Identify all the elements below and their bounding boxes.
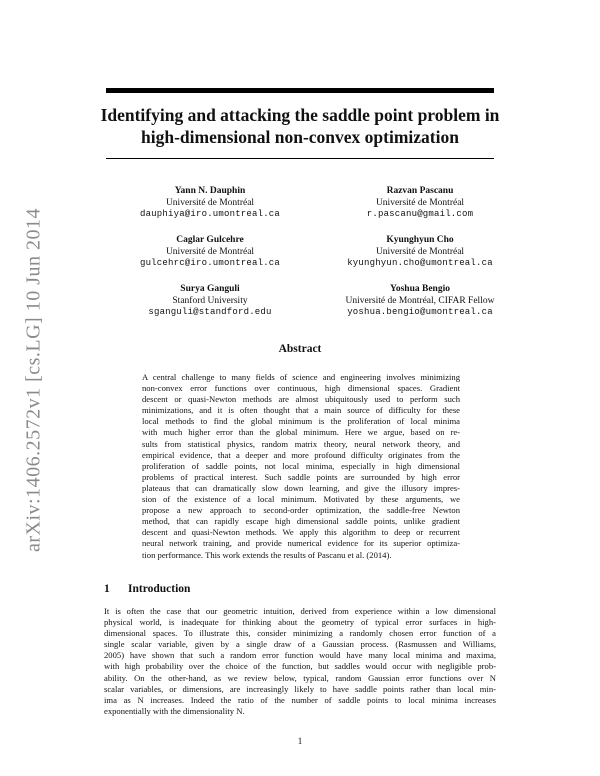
author-affiliation: Stanford University	[172, 295, 248, 306]
author-block	[100, 186, 320, 221]
section-title: Introduction	[128, 583, 191, 595]
author-block	[310, 284, 530, 319]
author-email[interactable]: r.pascanu@gmail.com	[366, 209, 474, 219]
arxiv-stamp	[14, 200, 54, 560]
intro-line: It is often the case that our geometric intuition, derived from experience within a low dimensional	[104, 606, 496, 616]
section-number: 1	[104, 583, 110, 595]
author-affiliation: Université de Montréal	[375, 246, 465, 257]
abstract-line: descent or quasi-Newton methods are almost ubiquitously used to perform such	[142, 394, 460, 405]
section-heading	[104, 583, 190, 595]
intro-body	[104, 606, 496, 717]
abstract-line: method, that can rapidly escape high dimensional saddle points, unlike gradient	[142, 516, 460, 527]
title-line-2: high-dimensional non-convex optimization	[141, 127, 459, 147]
author-affiliation: Université de Montréal	[165, 246, 255, 257]
intro-line: dimensional spaces. To illustrate this, consider minimizing a randomly chosen error function of a	[104, 628, 496, 639]
abstract-line: propose a new approach to second-order optimization, the saddle-free Newton	[142, 505, 460, 516]
author-block	[310, 186, 530, 221]
intro-line: scalar variables, or dimensions, are increasingly likely to have saddle points rather than local min-	[104, 683, 496, 694]
author-email[interactable]: dauphiya@iro.umontreal.ca	[139, 209, 281, 219]
abstract-heading: Abstract	[278, 343, 322, 355]
title-top-rule	[106, 88, 494, 93]
intro-line: physical world, is inadequate for thinking about the geometry of typical error surfaces in high-	[104, 617, 496, 628]
author-email[interactable]: gulcehrc@iro.umontreal.ca	[139, 258, 281, 268]
abstract-line: tion performance. This work extends the results of Pascanu et al. (2014).	[142, 549, 392, 560]
abstract-line: minimizations, and it is often thought that a main source of difficulty for these	[142, 405, 460, 416]
abstract-line: sults from statistical physics, random matrix theory, neural network theory, and	[142, 438, 460, 449]
paper-title	[90, 104, 510, 148]
abstract-body	[142, 372, 460, 561]
abstract-line: sion of the existence of a local minimum. Motivated by these arguments, we	[142, 494, 460, 505]
abstract-line: proliferation of saddle points, not local minima, especially in high dimensional	[142, 460, 460, 471]
author-name: Yann N. Dauphin	[174, 186, 246, 196]
abstract-line: descent and quasi-Newton methods. We apply this algorithm to deep or recurrent	[142, 527, 460, 538]
intro-line: 2005) have shown that such a random error function would have many local minima and maxima,	[104, 650, 496, 661]
intro-line: ability. On the other-hand, as we review below, typical, random Gaussian error functions over N	[104, 672, 496, 683]
abstract-line: non-convex error functions over continuous, high dimensional spaces. Gradient	[142, 383, 460, 394]
author-name: Razvan Pascanu	[386, 186, 454, 196]
abstract-line: A central challenge to many fields of science and engineering involves minimizing	[142, 372, 460, 382]
author-affiliation: Université de Montréal	[375, 197, 465, 208]
title-bottom-rule	[106, 158, 494, 159]
intro-line: exponentially with the dimensionality N.	[104, 705, 245, 716]
abstract-line: local methods to find the global minimum is the proliferation of local minima	[142, 416, 460, 427]
abstract-line: empirical evidence, that a deeper and more profound difficulty originates from the	[142, 449, 460, 460]
title-line-1: Identifying and attacking the saddle point problem in	[100, 105, 500, 125]
author-block	[100, 235, 320, 270]
abstract-line: plateaus that can dramatically slow down learning, and give the illusory impres-	[142, 482, 460, 493]
author-email[interactable]: kyunghyun.cho@umontreal.ca	[347, 258, 493, 268]
author-email[interactable]: yoshua.bengio@umontreal.ca	[347, 307, 493, 317]
author-name: Yoshua Bengio	[390, 284, 450, 294]
page-number: 1	[297, 736, 303, 746]
author-name: Surya Ganguli	[180, 284, 240, 294]
intro-line: with high probability over the choice of the function, but saddles would occur with negligible prob-	[104, 661, 496, 672]
abstract-line: with much higher error than the global minimum. Here we argue, based on re-	[142, 427, 460, 438]
author-name: Caglar Gulcehre	[176, 235, 244, 245]
intro-line: ima as N increases. Indeed the ratio of the number of saddle points to local minima increases	[104, 694, 496, 705]
author-block	[100, 284, 320, 319]
author-affiliation: Université de Montréal	[165, 197, 255, 208]
abstract-line: problems of practical interest. Such saddle points are surrounded by high error	[142, 471, 460, 482]
intro-line: single scalar variable, given by a single draw of a Gaussian process. (Rasmussen and Williams,	[104, 639, 496, 650]
author-block	[310, 235, 530, 270]
author-email[interactable]: sganguli@standford.edu	[148, 307, 272, 317]
abstract-line: neural network training, and provide numerical evidence for its superior optimiza-	[142, 538, 460, 549]
arxiv-id: arXiv:1406.2572v1 [cs.LG] 10 Jun 2014	[22, 207, 45, 553]
author-name: Kyunghyun Cho	[386, 235, 454, 245]
author-affiliation: Université de Montréal, CIFAR Fellow	[345, 295, 495, 306]
